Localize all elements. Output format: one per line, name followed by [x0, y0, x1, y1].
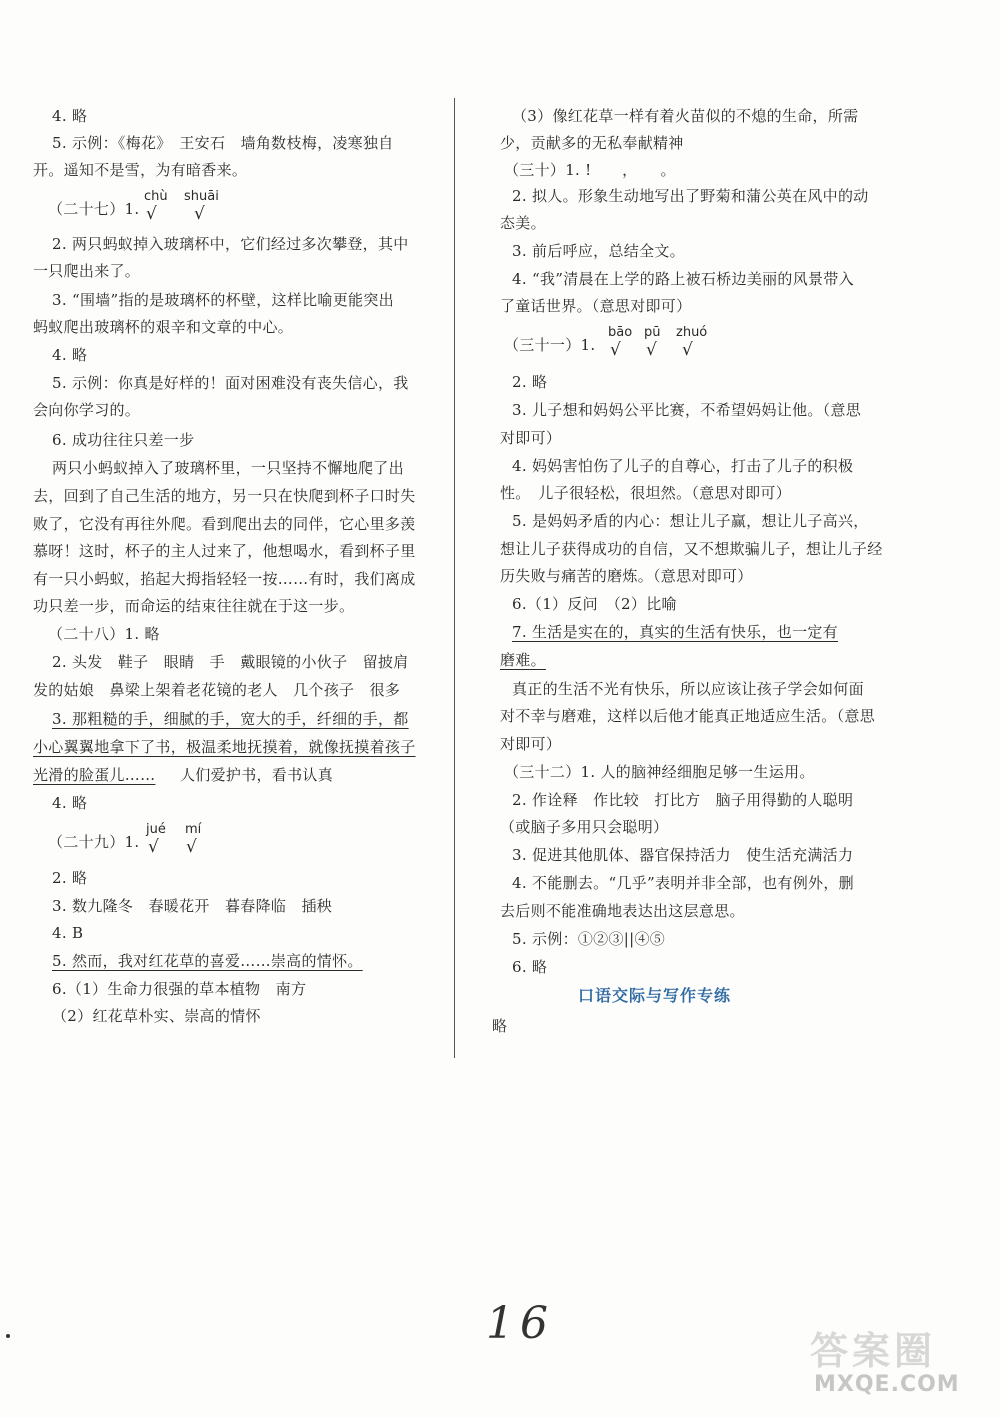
- answer-line: （3）像红花草一样有着火苗似的不熄的生命，所需: [512, 107, 859, 125]
- pinyin-bao: bāo: [608, 325, 633, 340]
- answer-line: 两只小蚂蚁掉入了玻璃杯里，一只坚持不懈地爬了出: [52, 459, 404, 477]
- answer-line: 真正的生活不光有快乐，所以应该让孩子学会如何面: [512, 680, 864, 698]
- pinyin-jue: jué: [146, 822, 166, 837]
- pinyin-pu: pū: [644, 325, 661, 340]
- answer-line: 4. “我”清晨在上学的路上被石桥边美丽的风景带入: [512, 270, 854, 288]
- answer-line: 5. 示例：①②③||④⑤: [512, 930, 666, 948]
- answer-line: 3. 前后呼应，总结全文。: [512, 242, 685, 260]
- answer-line: 功只差一步，而命运的结束往往就在于这一步。: [33, 597, 355, 615]
- section-31-label: （三十一）1.: [504, 336, 596, 354]
- answer-line: 去，回到了自己生活的地方，另一只在快爬到杯子口时失: [33, 487, 416, 505]
- answer-line: 对即可）: [500, 735, 562, 753]
- underlined-answer: 磨难。: [500, 651, 546, 669]
- answer-line: 会向你学习的。: [33, 401, 141, 419]
- answer-line: （或脑子多用只会聪明）: [500, 818, 669, 836]
- answer-line: 6. 略: [512, 958, 548, 976]
- answer-line: 了童话世界。（意思对即可）: [500, 297, 692, 315]
- answer-line: 3. 数九隆冬 春暖花开 暮春降临 插秧: [52, 897, 333, 915]
- answer-line: 开。遥知不是雪，为有暗香来。: [33, 161, 248, 179]
- pinyin-shuai: shuāi: [184, 189, 219, 204]
- answer-line: 2. 拟人。形象生动地写出了野菊和蒲公英在风中的动: [512, 187, 869, 205]
- answer-line: 4. 略: [52, 346, 88, 364]
- section-heading: 口语交际与写作专练: [578, 986, 732, 1005]
- answer-line: 6. 成功往往只差一步: [52, 431, 195, 449]
- watermark-title: 答案圈: [810, 1329, 937, 1373]
- answer-line: 4. 不能删去。“几乎”表明并非全部，也有例外，删: [512, 874, 854, 892]
- answer-line: 4. 妈妈害怕伤了儿子的自尊心，打击了儿子的积极: [512, 457, 854, 475]
- check-mark-icon: √: [682, 340, 693, 360]
- scan-speck: [6, 1334, 10, 1338]
- answer-line: 一只爬出来了。: [33, 262, 141, 280]
- watermark-url: MXQE.COM: [814, 1372, 960, 1397]
- answer-line: 5. 示例：你真是好样的！面对困难没有丧失信心，我: [52, 374, 409, 392]
- answer-line: 2. 两只蚂蚁掉入玻璃杯中，它们经过多次攀登，其中: [52, 235, 409, 253]
- page-number: 16: [486, 1298, 554, 1349]
- answer-line: 3. 促进其他肌体、器官保持活力 使生活充满活力: [512, 846, 854, 864]
- underlined-answer: 3. 那粗糙的手，细腻的手，宽大的手，纤细的手，都: [52, 710, 409, 728]
- watermark-logo: [790, 1320, 986, 1408]
- answer-line: 4. B: [52, 924, 84, 942]
- section-32-label: （三十二）1. 人的脑神经细胞足够一生运用。: [504, 763, 815, 781]
- answer-line: （2）红花草朴实、崇高的情怀: [52, 1007, 261, 1025]
- underlined-answer: 光滑的脸蛋儿……: [33, 766, 156, 784]
- answer-line: 略: [492, 1017, 508, 1035]
- answer-line: 蚂蚁爬出玻璃杯的艰辛和文章的中心。: [33, 318, 294, 336]
- answer-line: 人们爱护书，看书认真: [180, 766, 334, 784]
- answer-line: 去后则不能准确地表达出这层意思。: [500, 902, 745, 920]
- pinyin-chu: chù: [144, 189, 168, 204]
- answer-line: 对即可）: [500, 429, 562, 447]
- section-28-label: （二十八）1. 略: [48, 625, 160, 643]
- pinyin-zhuo: zhuó: [676, 325, 708, 340]
- check-mark-icon: √: [646, 340, 657, 360]
- underlined-answer: 7. 生活是实在的，真实的生活有快乐，也一定有: [512, 623, 838, 641]
- answer-line: 6.（1）反问 （2）比喻: [512, 595, 677, 613]
- check-mark-icon: √: [148, 837, 159, 857]
- answer-line: 5. 示例：《梅花》 王安石 墙角数枝梅，凌寒独自: [52, 134, 394, 152]
- check-mark-icon: √: [610, 340, 621, 360]
- answer-line: 4. 略: [52, 794, 88, 812]
- answer-line: 想让儿子获得成功的自信，又不想欺骗儿子，想让儿子经: [500, 540, 883, 558]
- answer-line: 有一只小蚂蚁，掐起大拇指轻轻一按……有时，我们离成: [33, 570, 416, 588]
- check-mark-icon: √: [146, 204, 157, 224]
- answer-line: 败了，它没有再往外爬。看到爬出去的同伴，它心里多羡: [33, 515, 416, 533]
- check-mark-icon: √: [194, 204, 205, 224]
- answer-line: 3. 儿子想和妈妈公平比赛，不希望妈妈让他。（意思: [512, 401, 862, 419]
- answer-line: 5. 是妈妈矛盾的内心：想让儿子赢，想让儿子高兴，: [512, 512, 869, 530]
- answer-line: 4. 略: [52, 107, 88, 125]
- answer-line: 性。 儿子很轻松，很坦然。（意思对即可）: [500, 484, 792, 502]
- check-mark-icon: √: [186, 837, 197, 857]
- answer-line: 2. 头发 鞋子 眼睛 手 戴眼镜的小伙子 留披肩: [52, 653, 409, 671]
- section-30-label: （三十）1. ! ， 。: [504, 161, 676, 179]
- underlined-answer: 小心翼翼地拿下了书，极温柔地抚摸着，就像抚摸着孩子: [33, 738, 416, 756]
- answer-line: 3. “围墙”指的是玻璃杯的杯壁，这样比喻更能突出: [52, 291, 394, 309]
- answer-line: 6.（1）生命力很强的草本植物 南方: [52, 980, 307, 998]
- answer-line: 态美。: [500, 214, 546, 232]
- answer-line: 2. 略: [52, 869, 88, 887]
- section-29-label: （二十九）1.: [48, 833, 140, 851]
- answer-line: 慕呀！这时，杯子的主人过来了，他想喝水，看到杯子里: [33, 542, 416, 560]
- answer-line: 发的姑娘 鼻梁上架着老花镜的老人 几个孩子 很多: [33, 681, 401, 699]
- underlined-answer: 5. 然而，我对红花草的喜爱……崇高的情怀。: [52, 952, 363, 970]
- answer-line: 少，贡献多的无私奉献精神: [500, 134, 684, 152]
- answer-line: 对不幸与磨难，这样以后他才能真正地适应生活。（意思: [500, 707, 876, 725]
- answer-line: 2. 作诠释 作比较 打比方 脑子用得勤的人聪明: [512, 791, 854, 809]
- answer-line: 历失败与痛苦的磨炼。（意思对即可）: [500, 567, 753, 585]
- section-27-label: （二十七）1.: [48, 200, 140, 218]
- column-divider: [454, 98, 455, 1058]
- pinyin-mi: mí: [185, 822, 202, 837]
- answer-line: 2. 略: [512, 373, 548, 391]
